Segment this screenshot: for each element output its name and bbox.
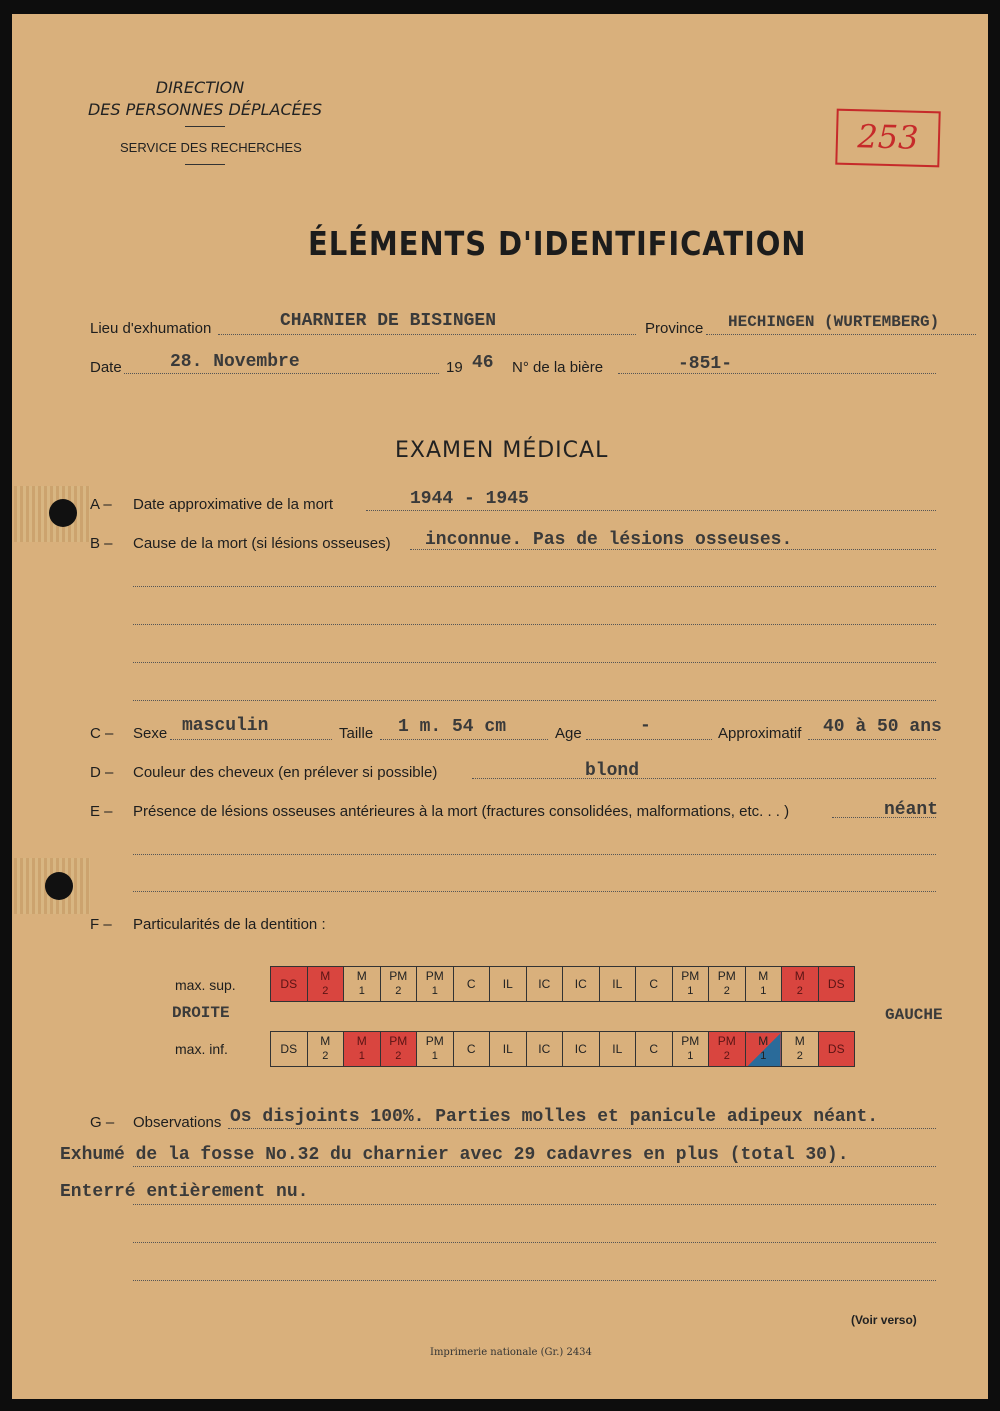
tooth-cell <box>782 967 819 1002</box>
tooth-type: PM <box>681 969 700 983</box>
tooth-cell <box>453 1032 490 1067</box>
e-letter: E – <box>90 803 113 820</box>
d-value: blond <box>585 761 640 781</box>
tooth-type: DS <box>280 1041 298 1056</box>
tooth-cell <box>271 1032 308 1067</box>
tooth-type: PM <box>389 1034 408 1048</box>
tooth-cell <box>526 1032 563 1067</box>
province-line <box>706 334 976 335</box>
tooth-type: IL <box>612 976 623 991</box>
g-line <box>133 1166 936 1167</box>
biere-line <box>618 373 936 374</box>
tooth-cell <box>745 1032 782 1067</box>
tooth-number: 2 <box>796 985 803 997</box>
province-value: HECHINGEN (WURTEMBERG) <box>728 313 940 331</box>
tooth-type: C <box>649 976 659 991</box>
tooth-number: 2 <box>796 1050 803 1062</box>
exam-title: EXAMEN MÉDICAL <box>395 438 609 463</box>
tooth-cell <box>672 967 709 1002</box>
year-prefix: 19 <box>446 359 463 376</box>
b-value: inconnue. Pas de lésions osseuses. <box>425 530 793 550</box>
c-approx-value: 40 à 50 ans <box>823 717 942 737</box>
tooth-type: IC <box>538 976 551 991</box>
date-value: 28. Novembre <box>170 352 300 372</box>
a-value: 1944 - 1945 <box>410 489 529 509</box>
d-letter: D – <box>90 764 114 781</box>
c-sexe-label: Sexe <box>133 725 168 742</box>
tooth-cell <box>563 1032 600 1067</box>
page-title: ÉLÉMENTS D'IDENTIFICATION <box>308 224 807 263</box>
lower-teeth-chart <box>270 1031 855 1067</box>
year-value: 46 <box>472 353 494 373</box>
c-approx-line <box>808 739 936 740</box>
tooth-cell <box>526 967 563 1002</box>
tooth-type: DS <box>827 1041 845 1056</box>
b-letter: B – <box>90 535 113 552</box>
tooth-cell <box>709 967 746 1002</box>
tooth-cell <box>709 1032 746 1067</box>
tooth-type: C <box>466 1041 476 1056</box>
tooth-number: 2 <box>723 1050 730 1062</box>
d-line <box>472 778 936 779</box>
a-letter: A – <box>90 496 112 513</box>
tooth-type: PM <box>717 1034 736 1048</box>
header-direction: DIRECTION <box>155 78 245 97</box>
g-line-3: Enterré entièrement nu. <box>60 1182 309 1202</box>
lieu-label: Lieu d'exhumation <box>90 320 212 337</box>
punch-hole-2 <box>45 872 73 900</box>
d-label: Couleur des cheveux (en prélever si possible) <box>133 764 438 781</box>
tooth-type: IC <box>538 1041 551 1056</box>
g-letter: G – <box>90 1114 115 1131</box>
tooth-cell <box>782 1032 819 1067</box>
f-letter: F – <box>90 916 112 933</box>
c-taille-value: 1 m. 54 cm <box>398 717 507 737</box>
tooth-cell <box>453 967 490 1002</box>
tooth-cell <box>417 967 454 1002</box>
tooth-type: PM <box>425 969 444 983</box>
lieu-value: CHARNIER DE BISINGEN <box>280 311 497 331</box>
tooth-cell <box>417 1032 454 1067</box>
c-taille-line <box>380 739 548 740</box>
c-age-value: - <box>640 716 651 736</box>
g-line <box>133 1204 936 1205</box>
upper-teeth-chart <box>270 966 855 1002</box>
tooth-cell <box>818 1032 855 1067</box>
tooth-cell <box>599 967 636 1002</box>
blank-line <box>133 700 936 701</box>
tooth-type: M <box>758 1034 769 1048</box>
droite-label: DROITE <box>172 1004 230 1022</box>
tooth-number: 2 <box>395 985 402 997</box>
c-approx-label: Approximatif <box>718 725 802 742</box>
tooth-type: IC <box>574 1041 587 1056</box>
tooth-number: 2 <box>395 1050 402 1062</box>
g-line-2: Exhumé de la fosse No.32 du charnier avec 29 cadavres en plus (total 30). <box>60 1145 849 1165</box>
tooth-cell <box>599 1032 636 1067</box>
tooth-number: 1 <box>358 985 365 997</box>
tooth-cell <box>490 967 527 1002</box>
lieu-line <box>218 334 636 335</box>
blank-line <box>133 624 936 625</box>
gauche-label: GAUCHE <box>885 1006 943 1024</box>
tooth-type: PM <box>425 1034 444 1048</box>
tooth-cell <box>344 967 381 1002</box>
blank-line <box>133 1280 936 1281</box>
f-label: Particularités de la dentition : <box>133 916 326 933</box>
tooth-cell <box>344 1032 381 1067</box>
e-label: Présence de lésions osseuses antérieures à la mort (fractures consolidées, malformations, etc. . . ) <box>133 803 790 820</box>
g-line-1: Os disjoints 100%. Parties molles et panicule adipeux néant. <box>230 1107 879 1127</box>
tooth-cell <box>271 967 308 1002</box>
tooth-number: 2 <box>322 1050 329 1062</box>
tooth-type: M <box>320 1034 331 1048</box>
blank-line <box>133 891 936 892</box>
g-line <box>228 1128 936 1129</box>
c-letter: C – <box>90 725 114 742</box>
tooth-type: M <box>356 1034 367 1048</box>
tooth-number: 1 <box>431 985 438 997</box>
blank-line <box>133 586 936 587</box>
tooth-cell <box>563 967 600 1002</box>
tooth-type: M <box>758 969 769 983</box>
province-label: Province <box>645 320 704 337</box>
date-label: Date <box>90 359 122 376</box>
tooth-number: 1 <box>687 985 694 997</box>
max-sup-label: max. sup. <box>175 977 236 993</box>
biere-label: N° de la bière <box>512 359 604 376</box>
tooth-type: IC <box>574 976 587 991</box>
c-sexe-line <box>170 739 332 740</box>
b-label: Cause de la mort (si lésions osseuses) <box>133 535 391 552</box>
tooth-number: 2 <box>723 985 730 997</box>
tooth-number: 1 <box>431 1050 438 1062</box>
tooth-cell <box>818 967 855 1002</box>
tooth-type: PM <box>389 969 408 983</box>
tooth-type: PM <box>681 1034 700 1048</box>
stamp-number: 253 <box>835 109 940 168</box>
tooth-cell <box>490 1032 527 1067</box>
punch-hole <box>49 499 77 527</box>
blank-line <box>133 662 936 663</box>
blank-line <box>133 854 936 855</box>
e-value: néant <box>884 800 939 820</box>
tooth-number: 2 <box>322 985 329 997</box>
biere-value: -851- <box>678 354 733 374</box>
c-age-line <box>586 739 712 740</box>
tooth-cell <box>380 1032 417 1067</box>
max-inf-label: max. inf. <box>175 1041 228 1057</box>
tooth-cell <box>380 967 417 1002</box>
tooth-cell <box>636 967 673 1002</box>
tooth-type: PM <box>717 969 736 983</box>
tooth-type: IL <box>612 1041 623 1056</box>
c-age-label: Age <box>555 725 582 742</box>
a-line <box>366 510 936 511</box>
tooth-number: 1 <box>760 985 767 997</box>
tooth-number: 1 <box>760 1050 767 1062</box>
blank-line <box>133 1242 936 1243</box>
voir-verso: (Voir verso) <box>851 1313 917 1327</box>
tooth-type: DS <box>827 976 845 991</box>
header-rule <box>185 126 225 127</box>
c-taille-label: Taille <box>339 725 374 742</box>
tooth-number: 1 <box>687 1050 694 1062</box>
tooth-number: 1 <box>358 1050 365 1062</box>
tooth-type: C <box>649 1041 659 1056</box>
printer-imprint: Imprimerie nationale (Gr.) 2434 <box>430 1347 592 1358</box>
tooth-type: M <box>794 969 805 983</box>
tooth-cell <box>636 1032 673 1067</box>
c-sexe-value: masculin <box>182 716 269 736</box>
tooth-type: M <box>794 1034 805 1048</box>
date-line <box>124 373 439 374</box>
tooth-cell <box>307 967 344 1002</box>
header-rule-2 <box>185 164 225 165</box>
tooth-cell <box>672 1032 709 1067</box>
tooth-cell <box>745 967 782 1002</box>
g-label: Observations <box>133 1114 222 1131</box>
tooth-type: DS <box>280 976 298 991</box>
header-service: SERVICE DES RECHERCHES <box>120 140 302 155</box>
header-personnes: DES PERSONNES DÉPLACÉES <box>87 100 323 119</box>
tooth-type: IL <box>502 1041 513 1056</box>
tooth-type: M <box>320 969 331 983</box>
a-label: Date approximative de la mort <box>133 496 334 513</box>
tooth-type: IL <box>502 976 513 991</box>
tooth-type: M <box>356 969 367 983</box>
tooth-cell <box>307 1032 344 1067</box>
tooth-type: C <box>466 976 476 991</box>
